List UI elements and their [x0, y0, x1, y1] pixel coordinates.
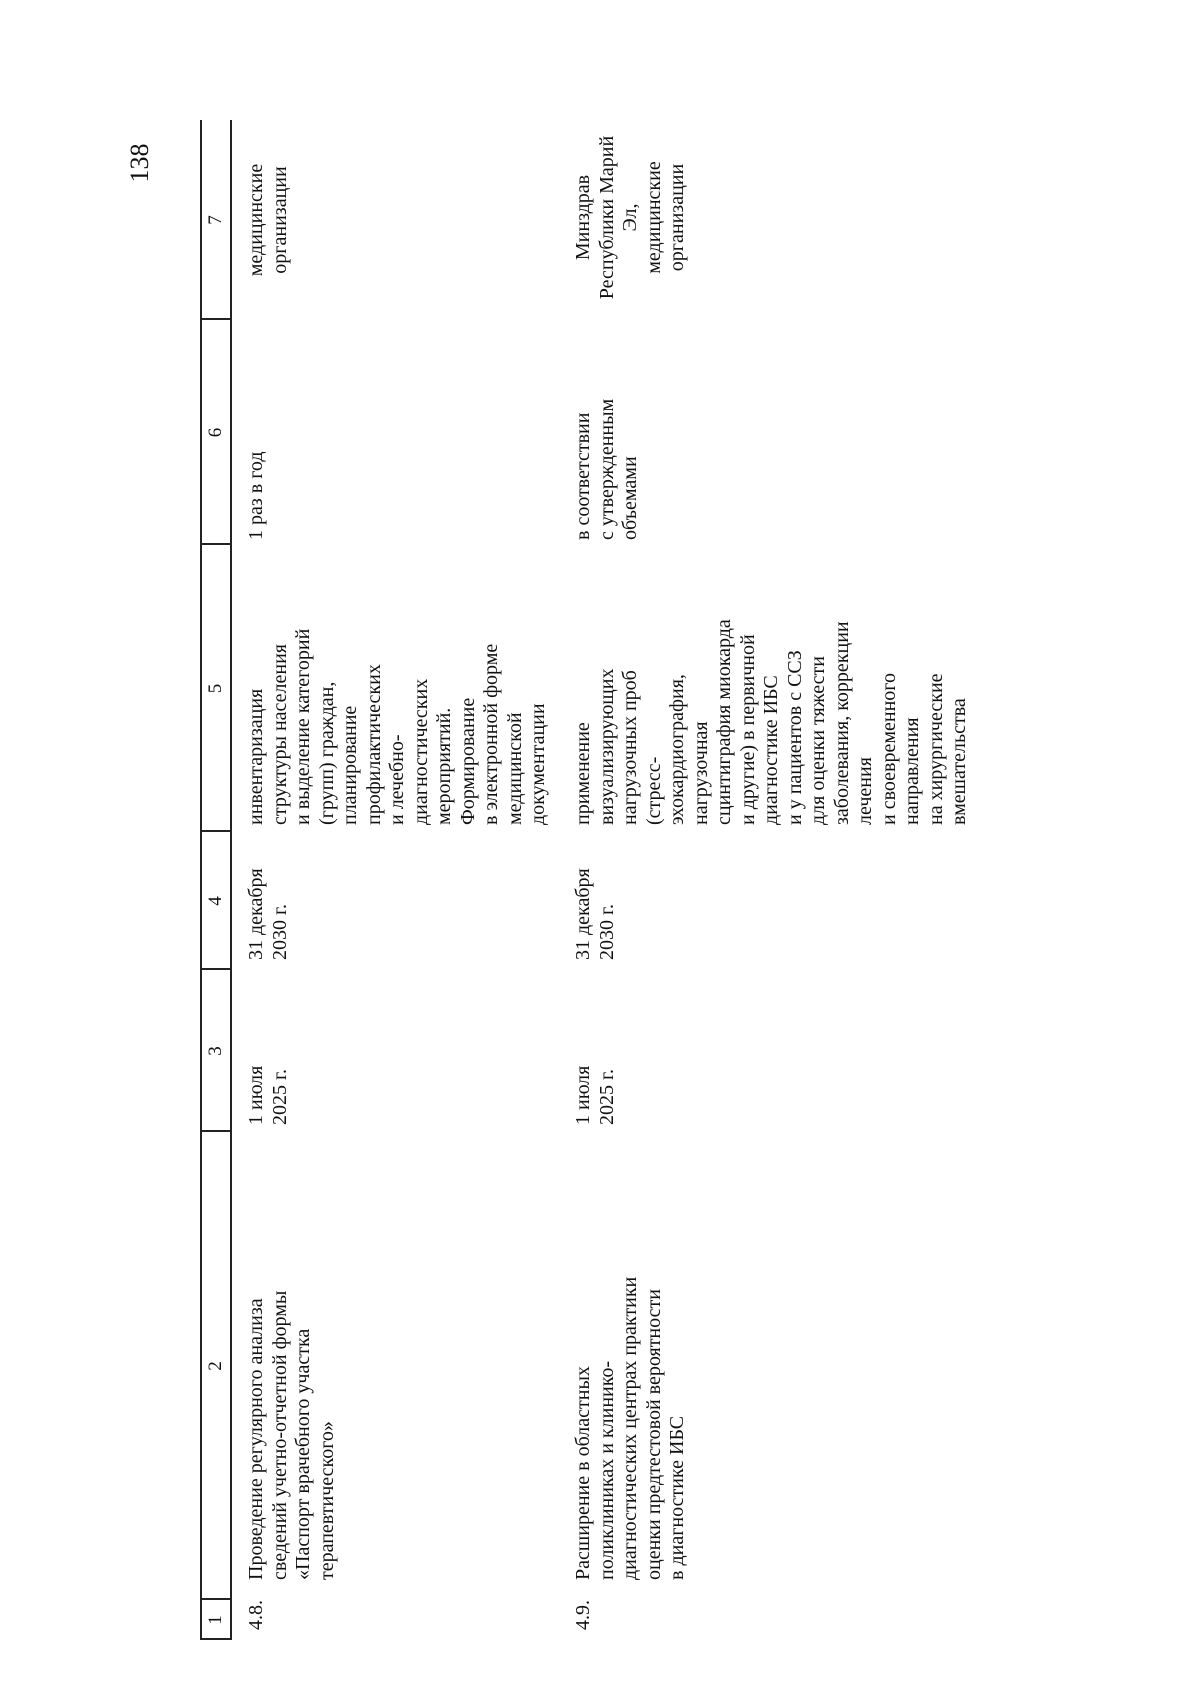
- text-line: эхокардиография,: [666, 674, 688, 825]
- text-line: документации: [527, 703, 549, 825]
- text-line: вмешательства: [948, 698, 970, 825]
- page-number: 138: [125, 143, 154, 183]
- text-line: 2025 г.: [595, 1069, 618, 1125]
- text-line: 31 декабря: [245, 868, 267, 960]
- text-line: профилактических: [362, 664, 385, 825]
- text-line: диагностических центрах практики: [619, 1276, 641, 1580]
- header-col-2: 2: [205, 1361, 226, 1371]
- header-col-5: 5: [205, 683, 226, 694]
- header-col-1: 1: [205, 1615, 226, 1625]
- text-line: 2030 г.: [268, 904, 291, 960]
- header-col-7: 7: [205, 215, 226, 225]
- text-line: 1 июля: [572, 1065, 594, 1125]
- text-line: организации: [268, 166, 291, 274]
- periodicity: [245, 340, 269, 540]
- text-line: оценки предтестовой вероятности: [642, 1289, 665, 1580]
- text-line: направления: [901, 717, 923, 825]
- text-line: и другие) в первичной: [736, 634, 759, 825]
- text-line: нагрузочных проб: [619, 670, 641, 825]
- text-line: на хирургические: [924, 673, 947, 825]
- responsible: [245, 125, 292, 315]
- measures-table: [200, 120, 1030, 1640]
- header-col-6: 6: [205, 427, 226, 438]
- text-line: и своевременного: [877, 673, 900, 825]
- text-line: 2030 г.: [595, 904, 618, 960]
- text-line: Формирование: [456, 697, 479, 825]
- end-date: [572, 830, 619, 960]
- text-line: Проведение регулярного анализа: [245, 1298, 267, 1580]
- text-line: диагностике ИБС: [760, 675, 782, 825]
- text-line: с утвержденным: [595, 398, 618, 540]
- actions-description: [572, 575, 972, 825]
- actions-description: [245, 575, 551, 825]
- text-line: Республики Марий Эл,: [595, 135, 641, 300]
- text-line: и лечебно-: [386, 734, 408, 825]
- text-line: лечения: [854, 757, 876, 825]
- start-date: [572, 985, 619, 1125]
- text-line: медицинские: [245, 163, 267, 277]
- text-line: визуализирующих: [595, 668, 618, 825]
- row-number: 4.8.: [245, 1600, 267, 1630]
- text-line: 31 декабря: [572, 868, 594, 960]
- text-line: планирование: [339, 705, 361, 825]
- text-line: мероприятий.: [433, 707, 455, 825]
- text-line: поликлиниках и клинико-: [595, 1360, 618, 1580]
- text-line: медицинской: [503, 712, 526, 825]
- text-line: в электронной форме: [480, 643, 502, 825]
- text-line: Расширение в областных: [572, 1366, 594, 1580]
- text-line: организации: [666, 163, 688, 272]
- text-line: и у пациентов с ССЗ: [783, 650, 806, 825]
- rotated-page-content: [200, 120, 1030, 1640]
- end-date: [245, 830, 292, 960]
- text-line: 1 июля: [245, 1065, 267, 1125]
- responsible: [572, 120, 690, 315]
- text-line: «Паспорт врачебного участка: [292, 1328, 314, 1580]
- text-line: применение: [572, 722, 594, 825]
- text-line: и выделение категорий: [292, 628, 314, 825]
- text-line: для оценки тяжести: [807, 656, 829, 825]
- text-line: медицинские: [642, 161, 665, 274]
- header-col-3: 3: [205, 1046, 226, 1056]
- start-date: [245, 985, 292, 1125]
- text-line: объемами: [619, 456, 641, 540]
- text-line: сцинтиграфия миокарда: [713, 619, 735, 825]
- header-col-4: 4: [205, 896, 226, 906]
- text-line: 2025 г.: [268, 1069, 291, 1125]
- text-line: в диагностике ИБС: [666, 1415, 688, 1580]
- text-line: (стресс-: [642, 756, 665, 825]
- text-line: инвентаризация: [245, 688, 267, 825]
- text-line: структуры населения: [268, 643, 291, 825]
- row-number: 4.9.: [572, 1600, 594, 1630]
- text-line: в соответствии: [572, 412, 594, 540]
- measure-description: [572, 1218, 690, 1580]
- periodicity: [572, 320, 643, 540]
- text-line: нагрузочная: [689, 721, 712, 825]
- text-line: (групп) граждан,: [315, 681, 338, 825]
- text-line: сведений учетно-отчетной формы: [268, 1290, 291, 1580]
- text-line: Минздрав: [572, 174, 594, 261]
- text-line: заболевания, коррекции: [830, 621, 853, 825]
- measure-description: [245, 1258, 339, 1580]
- text-line: диагностических: [409, 678, 432, 825]
- text-line: 1 раз в год: [245, 451, 267, 540]
- text-line: терапевтического»: [315, 1421, 338, 1580]
